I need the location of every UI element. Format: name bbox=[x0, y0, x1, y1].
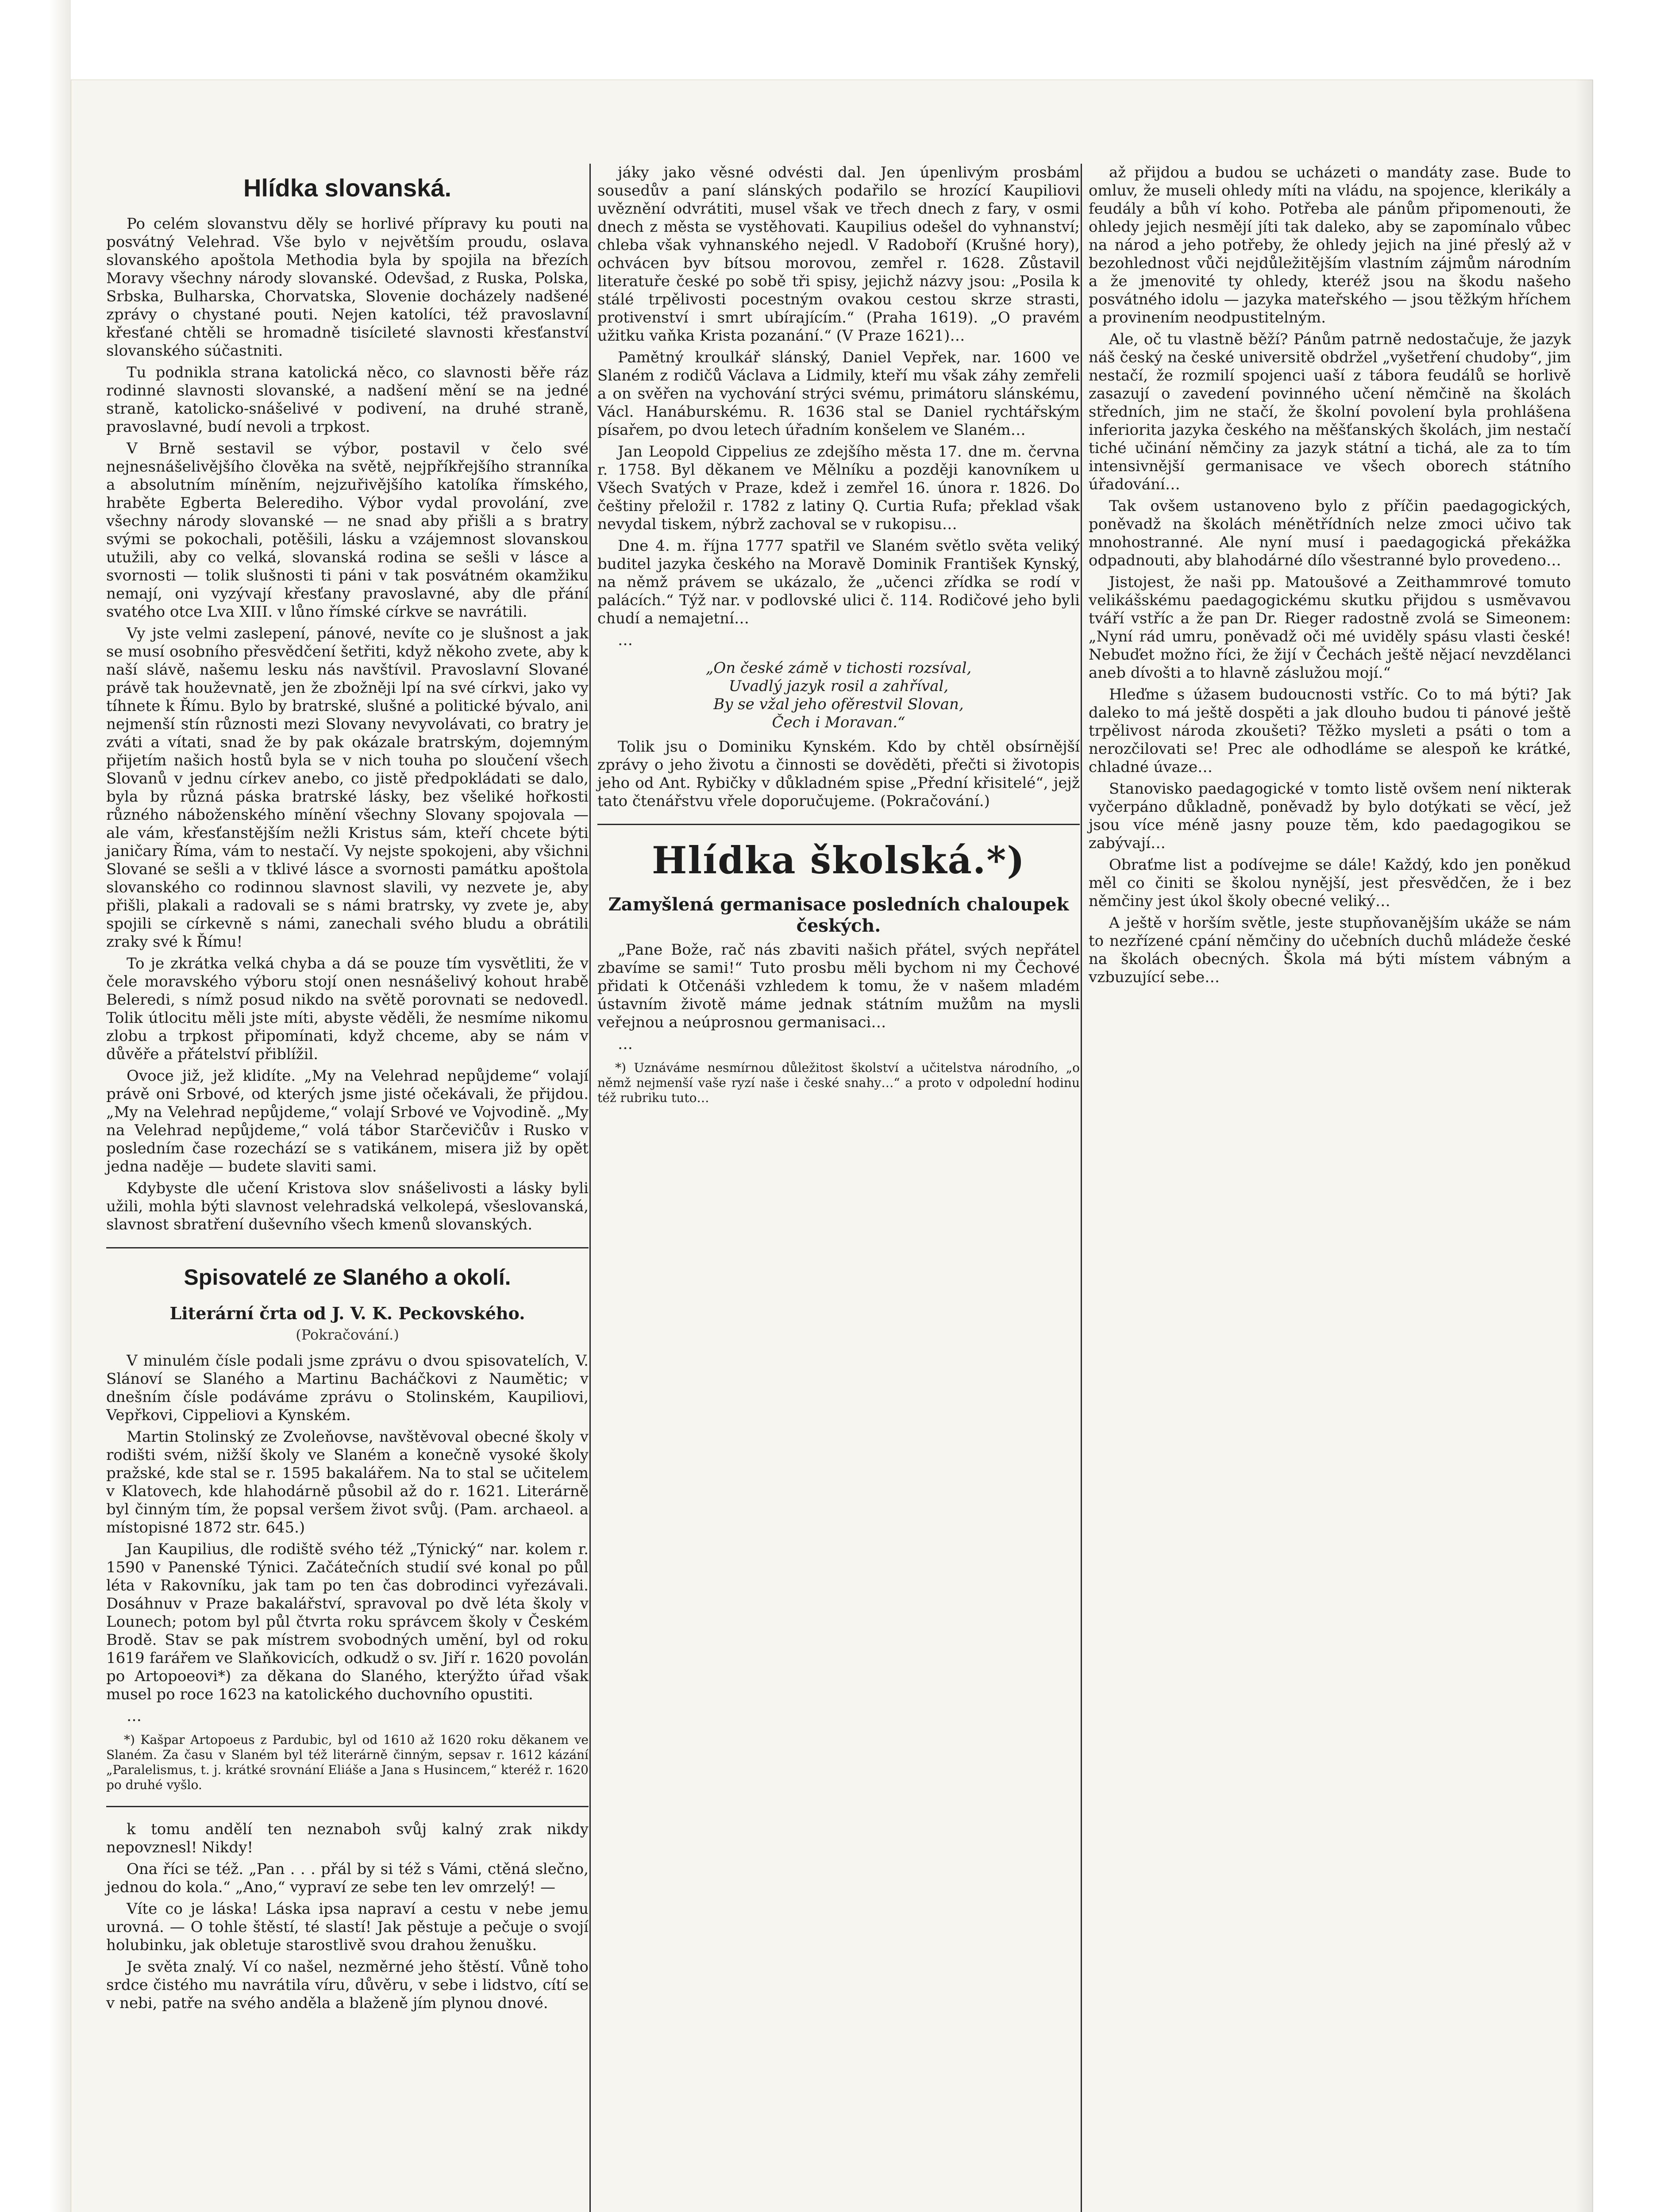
column-1 bbox=[106, 164, 589, 2016]
article-paragraph: Ovoce již, jež klidíte. „My na Velehrad nepůjdeme“ volají právě oni Srbové, od kterých jsme jisté očekávali, že přijdou. „My na Velehrad nepůjdeme,“ volají Srbové ve Vojvodině. „My na Velehrad nepůjdeme,“ volá tábor Starčevičův i Rusko v posledním čase rozechází se s vatikánem, misera již by opět jedna naděje — budete slaviti sami. bbox=[106, 1067, 589, 1175]
scan-margin bbox=[0, 0, 71, 2212]
article-paragraph: Kdybyste dle učení Kristova slov snášelivosti a lásky byli užili, mohla býti slavnost velehradská velkolepá, všeslovanská, slavnost sbratření duševního všech kmenů slovanských. bbox=[106, 1179, 589, 1233]
section-divider bbox=[597, 824, 1080, 825]
section-title-spisovatele: Spisovatelé ze Slaného a okolí. bbox=[184, 1265, 511, 1290]
footnote: *) Kašpar Artopoeus z Pardubic, byl od 1610 až 1620 roku děkanem ve Slaném. Za času v Slaném byl též literárně činným, sepsav r. 1612 kázání „Paralelismus, t. j. krátké srovnání Eliáše a Jana s Husincem,“ kteréž r. 1620 po druhé vyšlo. bbox=[106, 1732, 589, 1792]
section-divider bbox=[106, 1247, 589, 1248]
verse-line: Čech i Moravan.“ bbox=[772, 714, 905, 731]
article-paragraph: To je zkrátka velká chyba a dá se pouze tím vysvětliti, že v čele moravského výboru stojí onen nesnášelivý kohout hrabě Beleredi, s nímž posud nikdo na světě porovnati se nedovedl. Tolik útlocitu měli jste míti, abyste věděli, že nesmíme nikomu zlobu a trpkost připomínati, když chceme, aby se nám v důvěře a přátelství přiblížil. bbox=[106, 955, 589, 1063]
article-paragraph: Dne 4. m. října 1777 spatřil ve Slaném světlo světa veliký buditel jazyka českého na Moravě Dominik František Kynský, na němž právem se ukázalo, že „učenci zřídka se rodí v palácích.“ Týž nar. v podlovské ulici č. 114. Rodičové jeho byli chudí a nemajetní… bbox=[597, 537, 1080, 627]
article-paragraph: „Pane Bože, rač nás zbaviti našich přátel, svých nepřátel zbavíme se sami!“ Tuto prosbu měli bychom ni my Čechové přidati k Otčenáši vzhledem k tomu, že v našem mladém ústavním životě máme jednak státním mužům na mysli veřejnou a neúprosnou germanisaci… bbox=[597, 941, 1080, 1031]
column-rule bbox=[589, 164, 591, 2212]
article-paragraph: … bbox=[127, 1707, 142, 1725]
article-paragraph: Jan Leopold Cippelius ze zdejšího města 17. dne m. června r. 1758. Byl děkanem ve Mělníku a později kanovníkem u Všech Svatých v Praze, kdež i zemřel 16. února r. 1826. Do češtiny přeložil r. 1782 z latiny Q. Curtia Rufa; překlad však nevydal tiskem, nýbrž zachoval se v rukopisu… bbox=[597, 443, 1080, 533]
article-paragraph: Pamětný kroulkář slánský, Daniel Vepřek, nar. 1600 ve Slaném z rodičů Václava a Lidmily, kteří mu však záhy zemřeli a on svěřen na vychování strýci svému, primátoru slánskému, Václ. Hanáburskému. R. 1636 stal se Daniel rychtářským písařem, po dvou letech úřadním konšelem ve Slaném… bbox=[597, 349, 1080, 439]
verse-block bbox=[597, 659, 1080, 732]
article-paragraph: V minulém čísle podali jsme zprávu o dvou spisovatelích, V. Slánoví se Slaného a Martinu Bacháčkovi z Naumětic; v dnešním čísle podáváme zprávu o Stolinském, Kaupiliovi, Vepřkovi, Cippeliovi a Kynském. bbox=[106, 1352, 589, 1424]
article-paragraph: … bbox=[618, 631, 633, 649]
article-paragraph: Martin Stolinský ze Zvoleňovse, navštěvoval obecné školy v rodišti svém, nižší školy ve Slaném a konečně vysoké školy pražské, kde stal se r. 1595 bakalářem. Na to stal se učitelem v Klatovech, kde hlahodárně působil až do r. 1621. Literárně byl činným tím, že popsal veršem život svůj. (Pam. archaeol. a místopisné 1872 str. 645.) bbox=[106, 1428, 589, 1536]
article-paragraph: Tu podnikla strana katolická něco, co slavnosti běře ráz rodinné slavnosti slovanské, a nadšení mění se na jedné straně, katolicko-snášelivé v podivení, na druhé straně, pravoslavné, budí nevoli a trpkost. bbox=[106, 364, 589, 436]
article-paragraph: Jistojest, že naši pp. Matoušové a Zeithammrové tomuto velikášskému paedagogickému skutku přijdou s usměvavou tváří vstříc a že pan Dr. Rieger radostně zvolá se Simeonem: „Nyní rád umru, poněvadž oči mé uviděly spásu vlasti české! Nebuďet možno říci, že žijí v Čechách ještě nějací nevzdělanci aneb dívošti a to hlavně záslužou mojí.“ bbox=[1089, 573, 1571, 682]
verse-line: „On české zámě v tichosti rozsíval, bbox=[705, 659, 972, 677]
section-divider bbox=[106, 1806, 589, 1807]
article-paragraph: V Brně sestavil se výbor, postavil v čelo své nejnesnášelivějšího člověka na světě, nejpříkřejšího stranníka a absolutním míněním, nejzuřivějšího katolíka římského, hraběte Egberta Belerediho. Výbor vydal provolání, zve všechny národy slovanské — ne snad aby přišli a s bratry svými se pokochali, potěšili, lásku a vzájemnost slovanskou utužili, aby co velká, slovanská rodina se sešli v lásce a svornosti — tolik slušnosti ti páni v tak posvátném okamžiku nemají, oni vyzývají křesťany pravoslavné, aby dle přání svatého otce Lva XIII. v lůno římské církve se navrátili. bbox=[106, 440, 589, 621]
article-subtitle: Literární črta od J. V. K. Peckovského. bbox=[169, 1303, 525, 1323]
feuilleton-paragraph: Je světa znalý. Ví co našel, nezměrné jeho štěstí. Vůně toho srdce čistého mu navrátila víru, důvěru, v sebe i lidstvo, cítí se v nebi, patře na svého anděla a blaženě jím plynou dnové. bbox=[106, 1958, 589, 2012]
verse-line: By se vžal jeho ofěrestvil Slovan, bbox=[713, 695, 964, 713]
article-paragraph: Stanovisko paedagogické v tomto listě ovšem není nikterak vyčerpáno důkladně, poněvadž by bylo dotýkati se věcí, jež jsou více méně jasny pouze těm, kdo paedagogikou se zabývají… bbox=[1089, 780, 1571, 852]
section-title-hlidka-slovanska: Hlídka slovanská. bbox=[243, 174, 451, 202]
article-paragraph: jáky jako věsné odvésti dal. Jen úpenlivým prosbám sousedův a paní slánských podařilo se hrozící Kaupiliovi uvěznění odvrátiti, musel však ve třech dnech z fary, v osmi dnech z města se vystěhovati. Kaupilius odešel do vyhnanství; chleba však vyhnanského nejedl. V Radoboří (Krušné hory), ochvácen byv bítsou morovou, zemřel r. 1628. Zůstavil literatuře české po sobě tři spisy, jejichž názvy jsou: „Posila k stálé trpělivosti pocestným ovakou cestou skrze strasti, protivenství i smrt ubírajícím.“ (Praha 1619). „O pravém užitku vaňka Krista pozanání.“ (V Praze 1621)… bbox=[597, 164, 1080, 345]
continuation-note: (Pokračování.) bbox=[296, 1326, 399, 1343]
article-paragraph: Ale, oč tu vlastně běží? Pánům patrně nedostačuje, že jazyk náš český na české universitě obdržel „vyšetření chudoby“, jim nestačí, že rozmilí spojenci uaší z tábora feudálů se horlivě zasazují o zavedení povinného učení němčině na školách středních, jim ne stačí, že školní povolení byla prohlášena inferiorita jazyka českého na měšťanských školách, jim nestačí tiché učinání němčiny za jazyk státní a tichá, ale za to tím intensivnější germanisace ve všech oborech státního úřadování… bbox=[1089, 330, 1571, 493]
newspaper-page bbox=[71, 80, 1593, 2212]
article-paragraph: Tak ovšem ustanoveno bylo z příčin paedagogických, poněvadž na školách ménětřídních nelze zmoci učivo tak mnohostranné. Ale nyní musí i paedagogická překážka odpadnouti, aby blahodárné dílo všestranné bylo provedeno… bbox=[1089, 497, 1571, 569]
feuilleton-paragraph: Víte co je láska! Láska ipsa napraví a cestu v nebe jemu urovná. — O tohle štěstí, té slastí! Jak pěstuje a pečuje o svojí holubinku, jak obletuje starostlivě svou drahou ženušku. bbox=[106, 1900, 589, 1954]
article-paragraph: Jan Kaupilius, dle rodiště svého též „Týnický“ nar. kolem r. 1590 v Panenské Týnici. Začátečních studií své konal po půl léta v Rakovníku, jak tam po ten čas dobrodinci vyřezávali. Dosáhnuv v Praze bakalářství, spravoval po dvě léta školy v Lounech; potom byl půl čtvrta roku správcem školy v Českém Brodě. Stav se pak místrem svobodných umění, byl od roku 1619 farářem ve Slaňkovicích, odkudž o sv. Jiří r. 1620 povolán po Artopoeovi*) za děkana do Slaného, kterýžto úřad však musel po roce 1623 na katolického duchovního opustiti. bbox=[106, 1540, 589, 1703]
section-title-hlidka-skolska: Hlídka školská.*) bbox=[651, 838, 1026, 882]
article-paragraph: Vy jste velmi zaslepení, pánové, nevíte co je slušnost a jak se musí osobního přesvědčení šetřiti, když někoho zvete, aby k naší slávě, našemu lesku nás navštívil. Pravoslavní Slované právě tak houževnatě, jen že zbožněji lpí na své církvi, jako vy tíhnete k Římu. Bylo by bratrské, slušné a politické bývalo, ani nejmenší stín různosti mezi Slovany nevyvolávati, co bratry je zváti a vítati, snad že by pak okázale bratrským, dojemným přijetím našich hostů byla se v nich touha po sloučení všech Slovanů v jednu církev anebo, co jistě předpokládati se dalo, byla by různá páska bratrské lásky, bez všeliké hořkosti různého náboženského mínění všechny Slovany spojovala — ale vám, křesťanstějším nežli Kristus sám, kteří chcete býti janičary Říma, vám to nestačí. Vy nejste spokojeni, aby všichni Slované se sešli a v tklivé lásce a svornosti památku apoštola slovanského co rodinnou slavnost slavili, vy nezvete je, aby přišli, plakali a radovali se s námi bratrsky, vy zvete je, aby spojili se církevně s námi, zanechali svého bludu a obrátili zraky své k Římu! bbox=[106, 625, 589, 951]
article-paragraph: Hleďme s úžasem budoucnosti vstříc. Co to má býti? Jak daleko to má ještě dospěti a jak dlouho budou ti pánové ještě trpělivost národa zkoušeti? Těžko mysleti a psáti o tom a nerozčilovati se! Prec ale odhodláme se alespoň ke krátké, chladné úvaze… bbox=[1089, 686, 1571, 776]
article-paragraph: Tolik jsu o Dominiku Kynském. Kdo by chtěl obsírnější zprávy o jeho životu a činnosti se dověděti, přečti si životopis jeho od Ant. Rybičky v důkladném spise „Přední křisitelé“, jejž tato čtenářstvu vřele doporučujeme. (Pokračování.) bbox=[597, 738, 1080, 810]
article-paragraph: až přijdou a budou se ucházeti o mandáty zase. Bude to omluv, že museli ohledy míti na vládu, na spojence, klerikály a feudály a bůh ví koho. Potřeba ale pánům připomenouti, že ohledy jejich nesmějí jíti tak daleko, aby se zapomínalo vůbec na národ a jeho potřeby, že ohledy jejich na jiné přeslý až v bezohlednost vůči nejdůležitějším vlastním zájmům národním a že jmenovité ty ohledy, kteréž jsou na škodu našeho posvátného idolu — jazyka mateřského — jsou těžkým hříchem a provinením neodpustitelným. bbox=[1089, 164, 1571, 326]
column-3 bbox=[1089, 164, 1571, 990]
footnote: *) Uznáváme nesmírnou důležitost školství a učitelstva národního, „o němž nejmenší vaše ryzí naše i české snahy…“ a proto v odpolední hodinu též rubriku tuto… bbox=[597, 1060, 1080, 1105]
column-2 bbox=[597, 164, 1080, 1109]
article-paragraph: … bbox=[618, 1035, 633, 1053]
article-paragraph: A ještě v horším světle, jeste stupňovanějším ukáže se nám to nezřízené cpání němčiny do učebních duchů mládeže české na školách obecných. Škola má býti místem vábným a vzbuzující sebe… bbox=[1089, 914, 1571, 986]
feuilleton-paragraph: Ona říci se též. „Pan . . . přál by si též s Vámi, ctěná slečno, jednou do kola.“ „Ano,“ vypraví ze sebe ten lev omrzelý! — bbox=[106, 1860, 589, 1896]
article-paragraph: Po celém slovanstvu děly se horlivé přípravy ku pouti na posvátný Velehrad. Vše bylo v největším proudu, oslava slovanského apoštola Methodia byla by spojila na březích Moravy všechny národy slovanské. Odevšad, z Ruska, Polska, Srbska, Bulharska, Chorvatska, Slovenie docházely nadšené zprávy o chystané pouti. Nejen katolíci, též pravoslavní křesťané chtěli se hromadně tisícileté slavnosti křesťanství slovanského súčastniti. bbox=[106, 215, 589, 360]
column-rule bbox=[1081, 164, 1082, 2212]
article-headline: Zamyšlená germanisace posledních chaloupek českých. bbox=[608, 894, 1069, 936]
feuilleton-paragraph: k tomu andělí ten neznaboh svůj kalný zrak nikdy nepovznesl! Nikdy! bbox=[106, 1820, 589, 1856]
page-edge-shadow bbox=[1575, 80, 1593, 2212]
verse-line: Uvadlý jazyk rosil a zahříval, bbox=[728, 677, 949, 695]
article-paragraph: Obraťme list a podívejme se dále! Každý, kdo jen poněkud měl co činiti se školou nynější, jest přesvědčen, že i bez němčiny jest úkol školy obecné veliký… bbox=[1089, 856, 1571, 910]
